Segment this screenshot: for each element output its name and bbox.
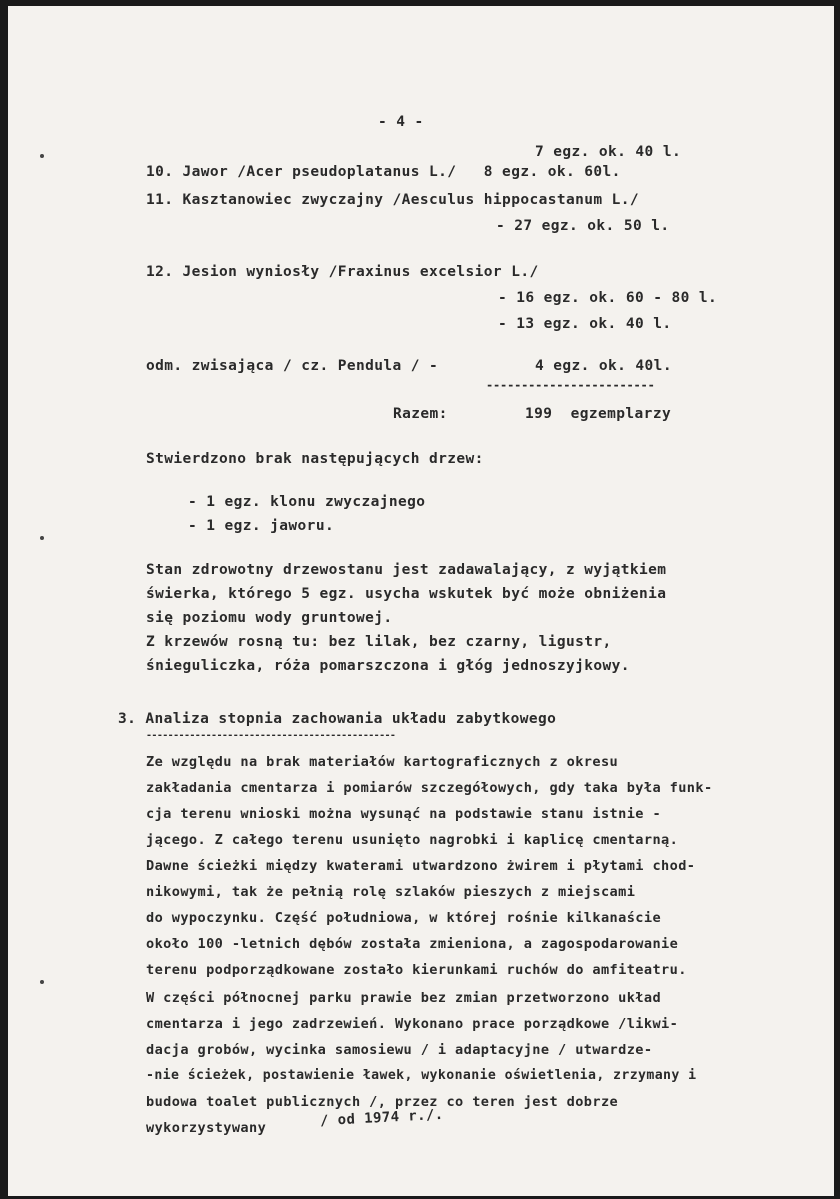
text-line: 10. Jawor /Acer pseudoplatanus L./ 8 egz. ok. 60l. (146, 164, 621, 180)
text-line: 11. Kasztanowiec zwyczajny /Aesculus hippocastanum L./ (146, 192, 640, 208)
text-line: - 16 egz. ok. 60 - 80 l. (498, 290, 718, 306)
list-item: - 1 egz. jaworu. (188, 518, 335, 534)
text-line: W części północnej parku prawie bez zmian przetworzono układ (146, 990, 662, 1006)
text-line: terenu podporządkowane zostało kierunkami ruchów do amfiteatru. (146, 962, 687, 978)
text-line: Z krzewów rosną tu: bez lilak, bez czarny, ligustr, (146, 634, 612, 650)
section-heading: 3. Analiza stopnia zachowania układu zabytkowego (118, 711, 557, 727)
text-line: 4 egz. ok. 40l. (535, 358, 672, 374)
text-line: 7 egz. ok. 40 l. (535, 144, 682, 160)
text-line: -nie ścieżek, postawienie ławek, wykonanie oświetlenia, zrzymany i (146, 1068, 697, 1083)
text-line: Ze względu na brak materiałów kartograficznych z okresu (146, 754, 619, 770)
text-line: świerka, którego 5 egz. usycha wskutek być może obniżenia (146, 586, 667, 602)
text-line: nikowymi, tak że pełnią rolę szlaków pieszych z miejscami (146, 884, 636, 900)
text-line: cmentarza i jego zadrzewień. Wykonano prace porządkowe /likwi- (146, 1016, 679, 1032)
text-line: śnieguliczka, róża pomarszczona i głóg jednoszyjkowy. (146, 658, 630, 674)
text-line: zakładania cmentarza i pomiarów szczegółowych, gdy taka była funk- (146, 780, 713, 796)
page-number: - 4 - (378, 114, 424, 130)
text-line: - 27 egz. ok. 50 l. (496, 218, 670, 234)
total-label: Razem: (393, 406, 448, 422)
text-line: się poziomu wody gruntowej. (146, 610, 393, 626)
text-line: Stan zdrowotny drzewostanu jest zadawalający, z wyjątkiem (146, 562, 667, 578)
separator-line: ------------------------ (486, 378, 655, 392)
total-value: 199 egzemplarzy (525, 406, 672, 422)
text-line: odm. zwisająca / cz. Pendula / - (146, 358, 439, 374)
text-line: wykorzystywany (146, 1120, 267, 1136)
text-line: 12. Jesion wyniosły /Fraxinus excelsior L./ (146, 264, 539, 280)
text-line: do wypoczynku. Część południowa, w której rośnie kilkanaście (146, 910, 662, 926)
text-line: budowa toalet publicznych /, przez co teren jest dobrze (146, 1094, 619, 1110)
text-line: dacja grobów, wycinka samosiewu / i adaptacyjne / utwardze- (146, 1042, 653, 1058)
heading-underline: ---------------------------------------------- (146, 730, 396, 741)
handwritten-insert: / od 1974 r./. (319, 1106, 444, 1130)
text-line: - 13 egz. ok. 40 l. (498, 316, 672, 332)
text-line: cja terenu wnioski można wysunąć na podstawie stanu istnie - (146, 806, 662, 822)
punch-mark (40, 536, 44, 540)
document-page (8, 6, 834, 1196)
text-line: jącego. Z całego terenu usunięto nagrobki i kaplicę cmentarną. (146, 832, 679, 848)
punch-mark (40, 980, 44, 984)
punch-mark (40, 154, 44, 158)
text-line: około 100 -letnich dębów została zmieniona, a zagospodarowanie (146, 936, 679, 952)
text-line: Stwierdzono brak następujących drzew: (146, 451, 484, 467)
list-item: - 1 egz. klonu zwyczajnego (188, 494, 426, 510)
text-line: Dawne ścieżki między kwaterami utwardzono żwirem i płytami chod- (146, 858, 696, 874)
